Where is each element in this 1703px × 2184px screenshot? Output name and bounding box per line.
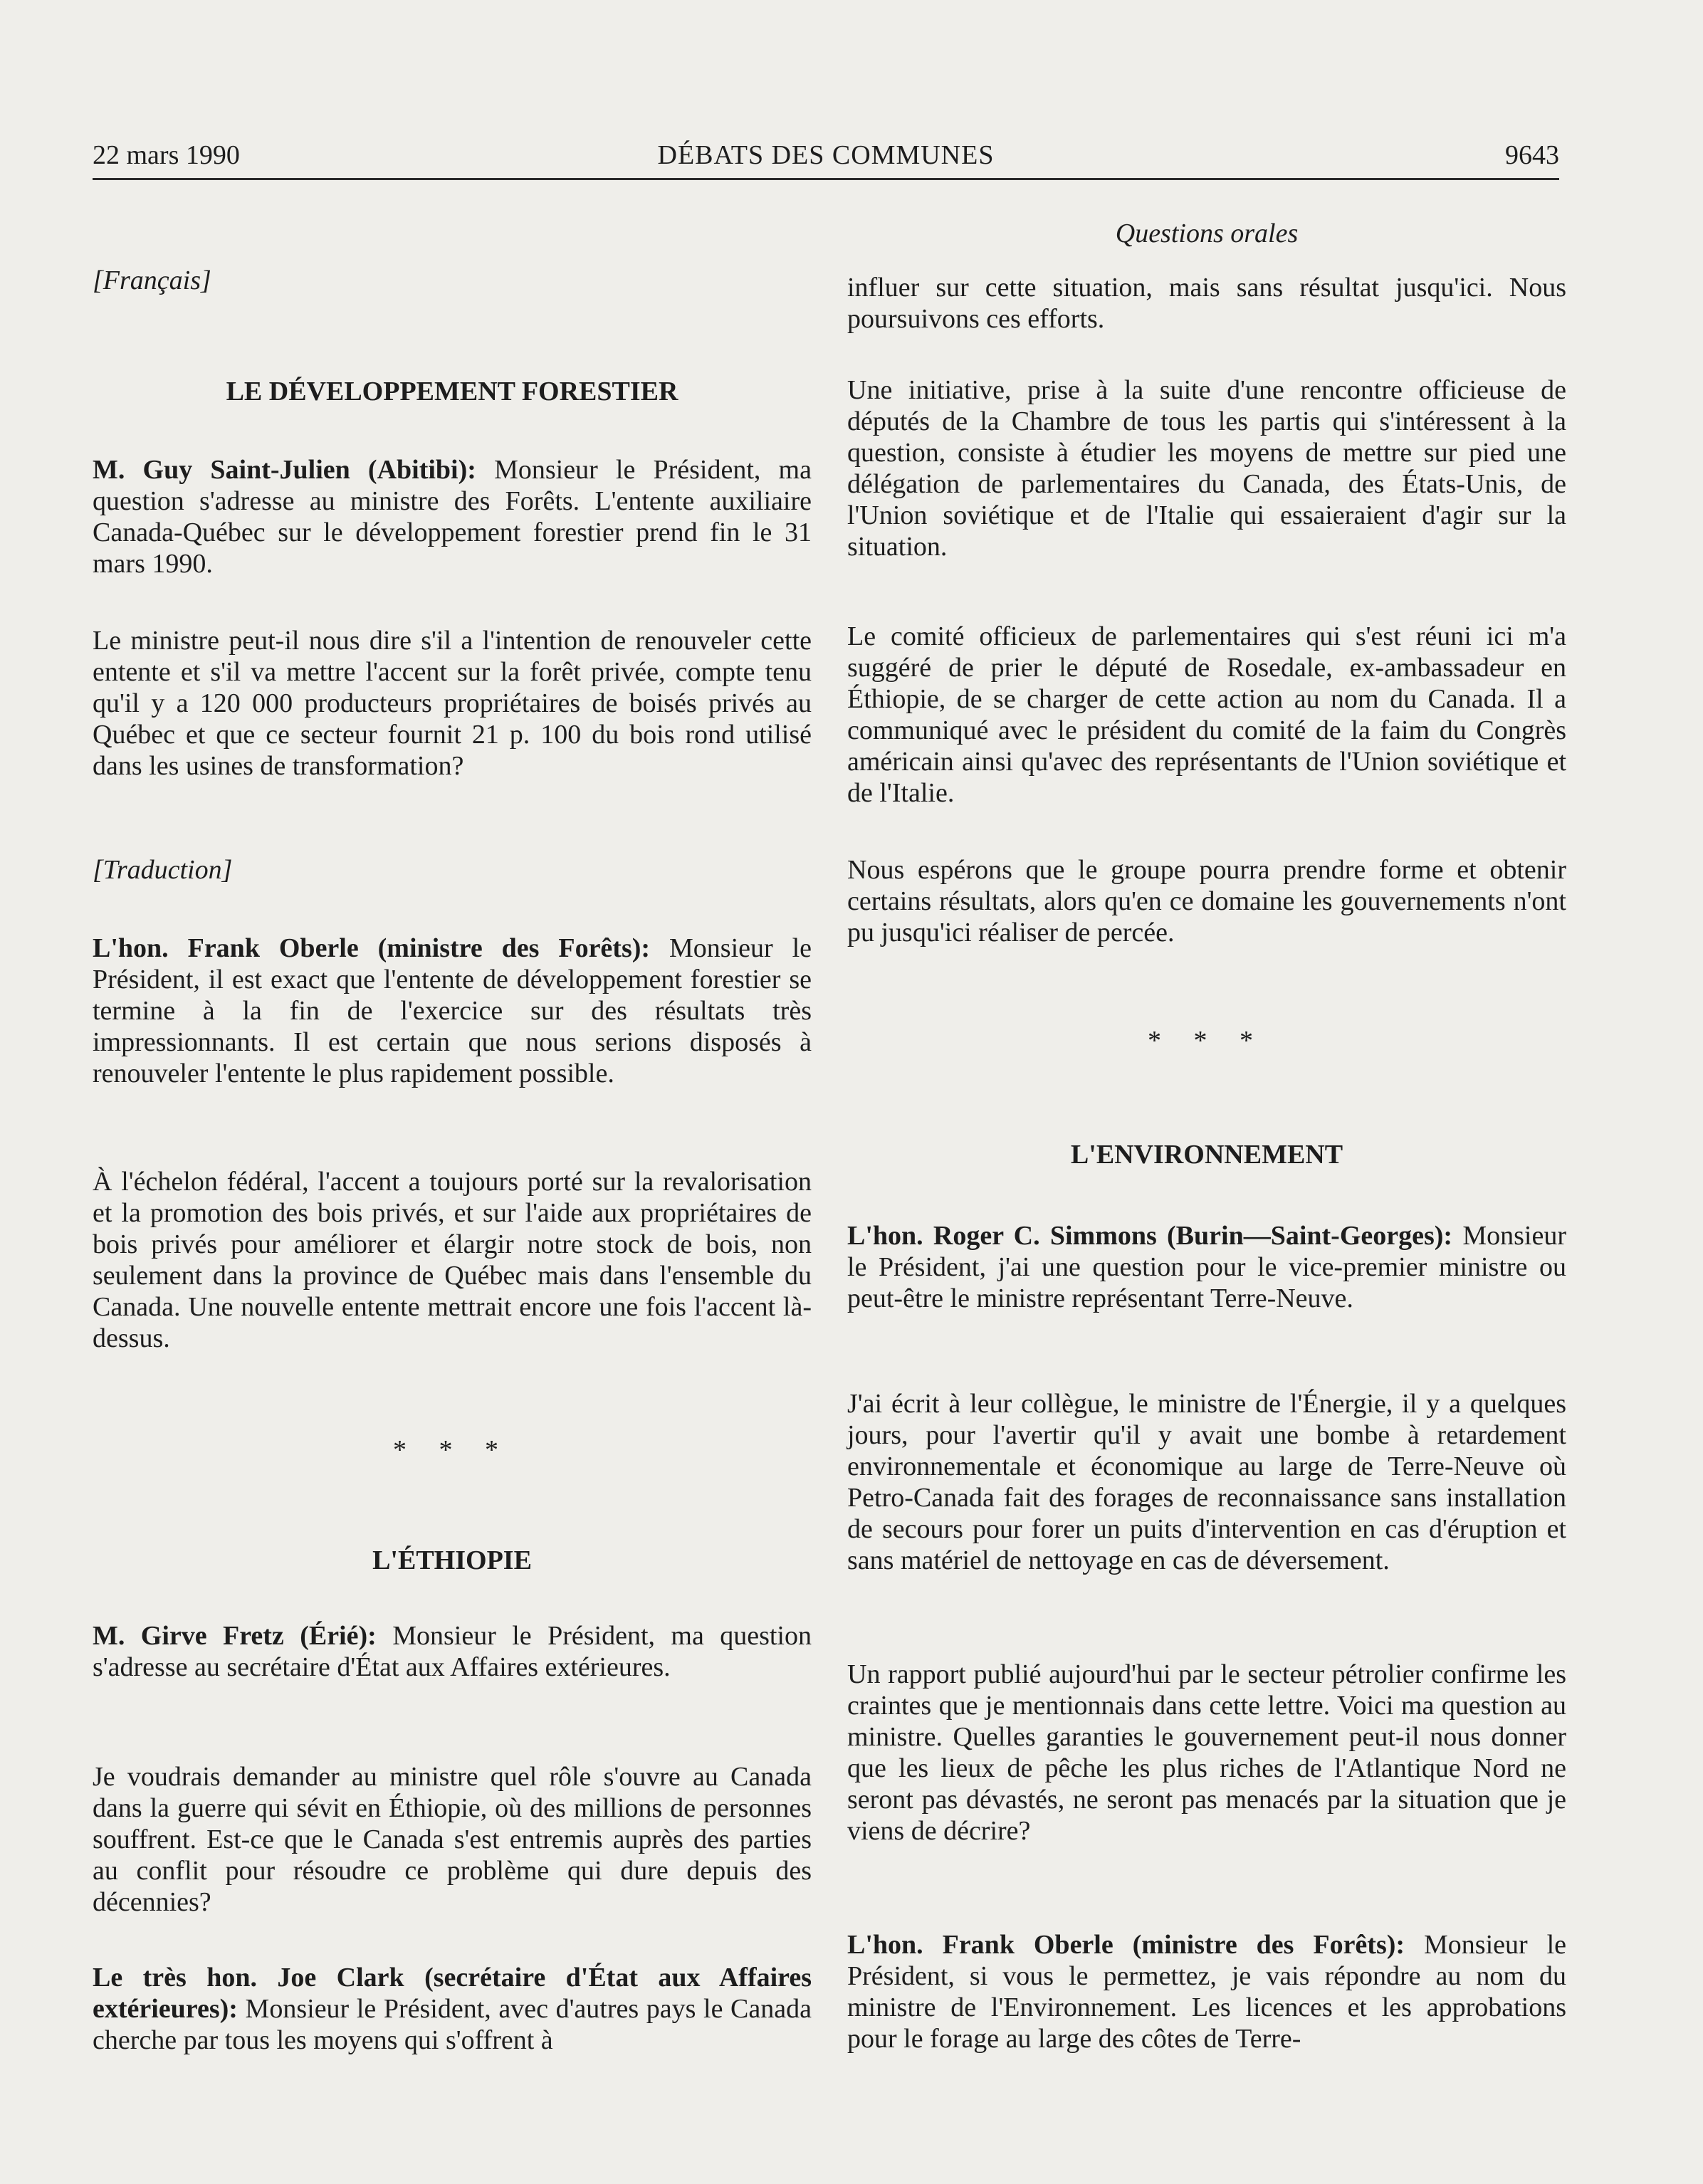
speech-text: Monsieur le Président, il est exact que l'entente de développement forestier se termine à la fin de l'exercice sur des résultats très impressionnants. Il est certain que nous serions disposés à renouveler l'entente le plus rapidement possible. [93, 933, 812, 1088]
running-head: Questions orales [1115, 219, 1299, 248]
header-title: DÉBATS DES COMMUNES [657, 140, 995, 170]
speaker-name: M. Girve Fretz (Érié): [93, 1621, 377, 1651]
paragraph-rapport-petrolier: Un rapport publié aujourd'hui par le secteur pétrolier confirme les craintes que je mentionnais dans cette lettre. Voici ma question au ministre. Quelles garanties le gouvernement peut-il nous donner que les lieux de pêche les plus riches de l'Atlantique Nord ne seront pas dévastés, ne seront pas menacés par la situation que je viens de décrire? [847, 1659, 1566, 1846]
section-heading-developpement-forestier: LE DÉVELOPPEMENT FORESTIER [226, 377, 678, 406]
language-tag-francais: [Français] [93, 266, 211, 295]
paragraph-question-ethiopie: Je voudrais demander au ministre quel rôle s'ouvre au Canada dans la guerre qui sévit en Éthiopie, où des millions de personnes souffrent. Est-ce que le Canada s'est entremis auprès des parties au conflit pour résoudre ce problème qui dure depuis des décennies? [93, 1762, 812, 1917]
paragraph-oberle-reponse [93, 933, 812, 1089]
paragraph-oberle-environnement [847, 1929, 1566, 2054]
header-date: 22 mars 1990 [93, 140, 240, 170]
paragraph-question-renouvellement: Le ministre peut-il nous dire s'il a l'intention de renouveler cette entente et s'il va mettre l'accent sur la forêt privée, compte tenu qu'il y a 120 000 producteurs propriétaires de boisés privés au Québec et que ce secteur fournit 21 p. 100 du bois rond utilisé dans les usines de transformation? [93, 626, 812, 781]
paragraph-clark [93, 1962, 812, 2056]
speech-text: Monsieur le Président, si vous le permettez, je vais répondre au nom du ministre de l'Environnement. Les licences et les approbations pour le forage au large des côtes de Terre- [847, 1930, 1567, 2054]
section-separator: * * * [1148, 1026, 1266, 1056]
section-heading-environnement: L'ENVIRONNEMENT [1070, 1140, 1343, 1170]
speech-text: Monsieur le Président, j'ai une question pour le vice-premier ministre ou peut-être le ministre représentant Terre-Neuve. [847, 1221, 1566, 1313]
header-page-number: 9643 [1505, 140, 1559, 170]
language-tag-traduction: [Traduction] [93, 855, 233, 885]
paragraph-simmons [847, 1220, 1566, 1314]
paragraph-influer: influer sur cette situation, mais sans résultat jusqu'ici. Nous poursuivons ces efforts. [847, 273, 1566, 334]
speaker-name: L'hon. Frank Oberle (ministre des Forêts): [847, 1930, 1405, 1960]
speech-text: Monsieur le Président, avec d'autres pays le Canada cherche par tous les moyens qui s'offrent à [93, 1994, 812, 2055]
paragraph-comite-officieux: Le comité officieux de parlementaires qui s'est réuni ici m'a suggéré de prier le député de Rosedale, ex-ambassadeur en Éthiopie, de se charger de cette action au nom du Canada. Il a communiqué avec le président du comité de la faim du Congrès américain ainsi qu'avec des représentants de l'Union soviétique et de l'Italie. [847, 621, 1566, 808]
paragraph-esperons: Nous espérons que le groupe pourra prendre forme et obtenir certains résultats, alors qu'en ce domaine les gouvernements n'ont pu jusqu'ici réaliser de percée. [847, 855, 1566, 947]
paragraph-echelon-federal: À l'échelon fédéral, l'accent a toujours porté sur la revalorisation et la promotion des bois privés, et sur l'aide aux propriétaires de bois privés pour améliorer et élargir notre stock de bois, non seulement dans la province de Québec mais dans l'ensemble du Canada. Une nouvelle entente mettrait encore une fois l'accent là-dessus. [93, 1167, 812, 1353]
paragraph-saint-julien [93, 454, 812, 579]
paragraph-fretz [93, 1620, 812, 1683]
speaker-name: L'hon. Frank Oberle (ministre des Forêts): [93, 933, 651, 963]
speech-text: Monsieur le Président, ma question s'adresse au secrétaire d'État aux Affaires extérieures. [93, 1621, 812, 1682]
speaker-name: L'hon. Roger C. Simmons (Burin—Saint-Georges): [847, 1221, 1453, 1251]
speech-text: Monsieur le Président, ma question s'adresse au ministre des Forêts. L'entente auxiliaire Canada-Québec sur le développement forestier prend fin le 31 mars 1990. [93, 455, 812, 579]
paragraph-initiative: Une initiative, prise à la suite d'une rencontre officieuse de députés de la Chambre de tous les partis qui s'intéressent à la question, consiste à étudier les moyens de mettre sur pied une délégation de parlementaires du Canada, des États-Unis, de l'Union soviétique et de l'Italie qui essaieraient d'agir sur la situation. [847, 375, 1566, 562]
header-rule [93, 178, 1559, 180]
speaker-name: Le très hon. Joe Clark (secrétaire d'État aux Affaires extérieures): [93, 1963, 812, 2024]
paragraph-lettre-ministre: J'ai écrit à leur collègue, le ministre de l'Énergie, il y a quelques jours, pour l'avertir qu'il y avait une bombe à retardement environnementale et économique au large de Terre-Neuve où Petro-Canada fait des forages de reconnaissance sans installation de secours pour forer un puits d'intervention en cas d'éruption et sans matériel de nettoyage en cas de déversement. [847, 1389, 1566, 1575]
speaker-name: M. Guy Saint-Julien (Abitibi): [93, 455, 476, 485]
section-separator: * * * [393, 1435, 511, 1465]
page-header [93, 140, 1559, 182]
section-heading-ethiopie: L'ÉTHIOPIE [372, 1545, 532, 1575]
